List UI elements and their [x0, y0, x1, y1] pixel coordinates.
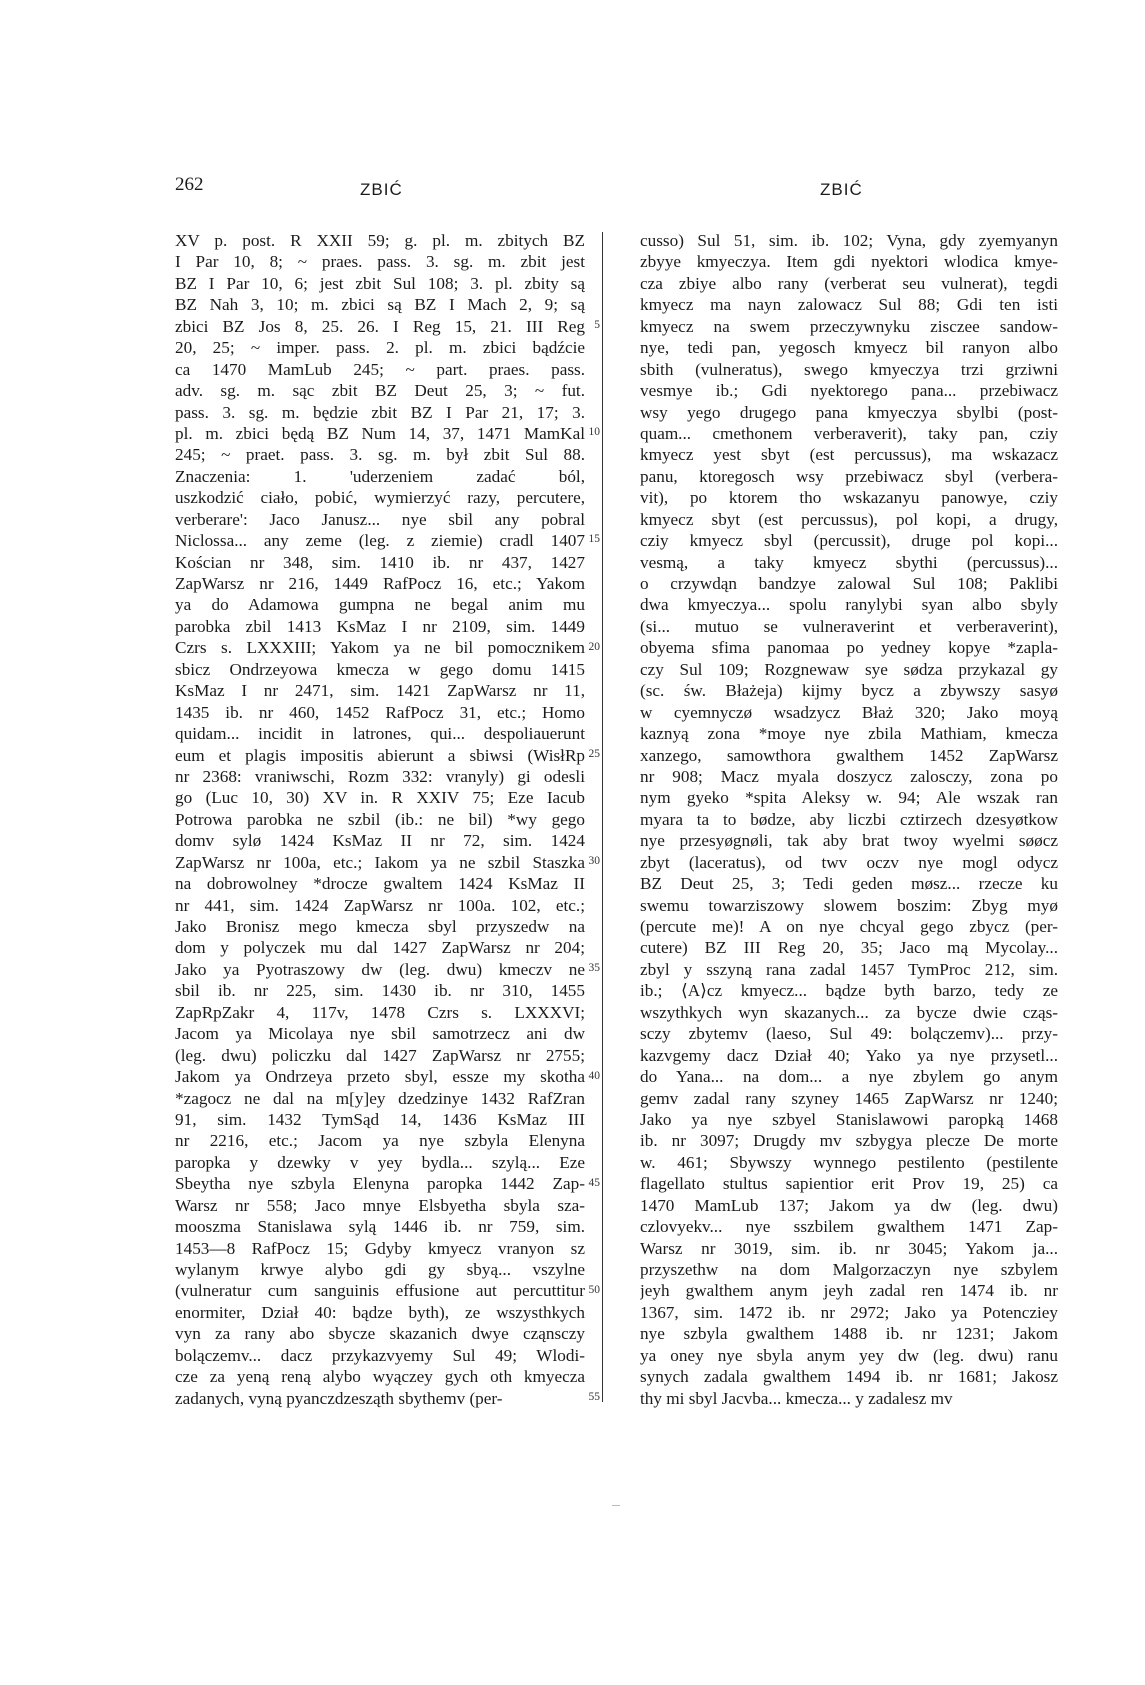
text-line: nye przesyøgnøli, tak aby brat twoy wyelmi søøcz — [640, 831, 1058, 851]
text-line: na dobrowolney *drocze gwaltem 1424 KsMaz II — [175, 874, 585, 894]
text-line: wsy yego drugego pana kmyeczya sbylbi (post- — [640, 402, 1058, 422]
line-number: 40 — [588, 1069, 600, 1082]
text-line: Jako ya nye szbyel Stanislawowi paropką 1468 — [640, 1109, 1058, 1129]
text-line: nr 441, sim. 1424 ZapWarsz nr 100a. 102, etc.; — [175, 895, 585, 915]
text-line: Warsz nr 3019, sim. ib. nr 3045; Yakom ja... — [640, 1238, 1058, 1258]
text-line: kmyecz sbyt (est percussus), pol kopi, a drugy, — [640, 509, 1058, 529]
text-line: quidam... incidit in latrones, qui... despoliauerunt — [175, 724, 585, 744]
text-line: wylanym krwye alybo gdi gy sbyą... vszylne — [175, 1260, 585, 1279]
text-line: XV p. post. R XXII 59; g. pl. m. zbitych BZ — [175, 231, 585, 250]
text-line: zbyye kmyeczya. Item gdi nyektori wlodica kmye- — [640, 252, 1058, 272]
text-line: nye, tedi pan, yegosch kmyecz bil ranyon albo — [640, 338, 1058, 358]
text-line: Jako ya Pyotraszowy dw (leg. dwu) kmeczv ne — [175, 959, 585, 979]
page-number: 262 — [175, 174, 204, 195]
line-number: 45 — [588, 1176, 600, 1189]
text-line: panu, ktoregosch wsy przebiwacz sbyl (verbera- — [640, 466, 1058, 486]
text-line: kaznyą zona *moye nye zbila Mathiam, kmecza — [640, 724, 1058, 744]
text-line: 1470 MamLub 137; Jakom ya dw (leg. dwu) — [640, 1195, 1058, 1215]
text-line: bolączemv... dacz przykazvyemy Sul 49; Wlodi- — [175, 1345, 585, 1365]
text-line: nr 2216, etc.; Jacom ya nye szbyla Elenyna — [175, 1131, 585, 1151]
text-line: parobka zbil 1413 KsMaz I nr 2109, sim. 1449 — [175, 616, 585, 636]
line-number: 25 — [588, 747, 600, 760]
text-line: nye szbyla gwalthem 1488 ib. nr 1231; Jakom — [640, 1324, 1058, 1344]
text-line: kazvgemy dacz Dział 40; Yako ya nye przysetl... — [640, 1045, 1058, 1065]
text-line: adv. sg. m. sąc zbit BZ Deut 25, 3; ~ fut. — [175, 381, 585, 401]
text-line: obyema sfima panomaa po yedney kopye *zapla- — [640, 638, 1058, 658]
text-line: BZ Deut 25, 3; Tedi geden møsz... rzecze ku — [640, 874, 1058, 894]
text-line: do Yana... na dom... a nye zbylem go anym — [640, 1067, 1058, 1087]
text-line: czlovyekv... nye sszbilem gwalthem 1471 Zap- — [640, 1217, 1058, 1237]
text-line: kmyecz yest sbyt (est percussus), ma wskazacz — [640, 445, 1058, 465]
text-line: (si... mutuo se vulneraverint et verberaverint), — [640, 616, 1058, 636]
text-line: ZapRpZakr 4, 117v, 1478 Czrs s. LXXXVI; — [175, 1002, 585, 1022]
right-text-column — [640, 230, 1058, 1409]
line-number: 35 — [588, 962, 600, 975]
text-line: flagellato stultus sapientior erit Prov 19, 25) ca — [640, 1174, 1058, 1194]
line-number: 30 — [588, 855, 600, 868]
text-line: thy mi sbyl Jacvba... kmecza... y zadalesz mv — [640, 1388, 953, 1408]
text-line: *zagocz ne dal na m[y]ey dzedzinye 1432 RafZran — [175, 1088, 585, 1108]
text-line: nym gyeko *spita Aleksy w. 94; Ale wszak ran — [640, 788, 1058, 808]
text-line: sbith (vulneratus), swego kmyeczya trzi grziwni — [640, 359, 1058, 379]
text-line: nr 2368: vraniwschi, Rozm 332: vranyly) gi odesli — [175, 766, 585, 786]
text-line: czy Sul 109; Rozgnewaw sye sødza przykazal gy — [640, 659, 1058, 679]
text-line: vesmye ib.; Gdi nyektorego pana... przebiwacz — [640, 381, 1058, 401]
line-number: 10 — [588, 426, 600, 439]
running-headword-left: ZBIĆ — [360, 180, 403, 199]
text-line: BZ Nah 3, 10; m. zbici są BZ I Mach 2, 9; są — [175, 295, 585, 315]
text-line: xanzego, samowthora gwalthem 1452 ZapWarsz — [640, 745, 1058, 765]
text-line: nr 908; Macz myala doszycz zalosczy, zona po — [640, 766, 1058, 786]
left-text-column — [175, 230, 585, 1409]
text-line: sbil ib. nr 225, sim. 1430 ib. nr 310, 1455 — [175, 981, 585, 1001]
text-line: I Par 10, 8; ~ praes. pass. 3. sg. m. zbit jest — [175, 252, 585, 272]
text-line: uszkodzić ciało, pobić, wymierzyć razy, percutere, — [175, 488, 585, 508]
text-line: kmyecz ma nayn zalowacz Sul 88; Gdi ten isti — [640, 295, 1058, 315]
text-line: gemv zadal rany szyney 1465 ZapWarsz nr 1240; — [640, 1088, 1058, 1108]
text-line: kmyecz na swem przeczywnyku zisczee sandow- — [640, 316, 1058, 336]
text-line: 245; ~ praet. pass. 3. sg. m. był zbit Sul 88. — [175, 445, 585, 465]
text-line: vesmą, a taky kmyecz sbythi (percussus)... — [640, 552, 1058, 572]
text-line: pass. 3. sg. m. będzie zbit BZ I Par 21, 17; 3. — [175, 402, 585, 422]
text-line: Sbeytha nye szbyla Elenyna paropka 1442 Zap- — [175, 1174, 585, 1194]
column-divider — [602, 232, 603, 1402]
line-number: 50 — [588, 1284, 600, 1297]
text-line: ib.; ⟨A⟩cz kmyecz... bądze byth barzo, tedy ze — [640, 981, 1058, 1001]
text-line: cziy kmyecz sbyl (percussit), druge pol kopi... — [640, 531, 1058, 551]
text-line: Jakom ya Ondrzeya przeto sbyl, essze my skotha — [175, 1067, 585, 1087]
text-line: 1453—8 RafPocz 15; Gdyby kmyecz vranyon sz — [175, 1238, 585, 1258]
text-line: swemu towarziszowy slowem boszim: Zbyg myø — [640, 895, 1058, 915]
text-line: go (Luc 10, 30) XV in. R XXIV 75; Eze Iacub — [175, 788, 585, 808]
line-number: 20 — [588, 640, 600, 653]
text-line: quam... cmethonem verberaverit), taky pan, cziy — [640, 423, 1058, 443]
text-line: dom y polyczek mu dal 1427 ZapWarsz nr 204; — [175, 938, 585, 958]
text-line: cutere) BZ III Reg 20, 35; Jaco mą Mycolay... — [640, 938, 1058, 958]
text-line: 1367, sim. 1472 ib. nr 2972; Jako ya Potencziey — [640, 1302, 1058, 1322]
text-line: Kościan nr 348, sim. 1410 ib. nr 437, 1427 — [175, 552, 585, 572]
text-line: Warsz nr 558; Jaco mnye Elsbyetha sbyla sza- — [175, 1195, 585, 1215]
text-line: ib. nr 3097; Drugdy mv szbygya plecze De morte — [640, 1131, 1058, 1151]
text-line: Jacom ya Micolaya nye sbil samotrzecz ani dw — [175, 1024, 585, 1044]
text-line: 91, sim. 1432 TymSąd 14, 1436 KsMaz III — [175, 1109, 585, 1129]
line-number: 15 — [588, 533, 600, 546]
text-line: synych zadala gwalthem 1494 ib. nr 1681; Jakosz — [640, 1367, 1058, 1387]
text-line: paropka y dzewky v yey bydla... szylą... Eze — [175, 1152, 585, 1172]
text-line: vyn za rany abo sbycze skazanich dwye cząnsczy — [175, 1324, 585, 1344]
text-line: cze za yeną reną alybo wyączey gych oth kmyecza — [175, 1367, 585, 1387]
text-line: ya oney nye sbyla anym yey dw (leg. dwu) ranu — [640, 1345, 1058, 1365]
text-line: o crzywdąn bandzye zalowal Sul 108; Paklibi — [640, 574, 1058, 593]
text-line: (leg. dwu) policzku dal 1427 ZapWarsz nr 2755; — [175, 1045, 585, 1065]
text-line: sbicz Ondrzeyowa kmecza w gego domu 1415 — [175, 659, 585, 679]
text-line: (vulneratur cum sanguinis effusione aut percuttitur — [175, 1281, 585, 1301]
text-line: wszythkych wyn skazanych... za bycze dwie cząs- — [640, 1002, 1058, 1022]
text-line: mooszma Stanislawa sylą 1446 ib. nr 759, sim. — [175, 1217, 585, 1237]
text-line: BZ I Par 10, 6; jest zbit Sul 108; 3. pl. zbity są — [175, 273, 585, 293]
text-line: KsMaz I nr 2471, sim. 1421 ZapWarsz nr 11, — [175, 681, 585, 701]
scan-speck — [612, 1505, 620, 1506]
text-line: Czrs s. LXXXIII; Yakom ya ne bil pomocznikem — [175, 638, 585, 658]
text-line: cza zbiye albo rany (verberat seu vulnerat), tegdi — [640, 273, 1058, 293]
text-line: w cyemnyczø wsadzycz Błaż 320; Jako moyą — [640, 702, 1058, 722]
text-line: myara ta to bødze, aby liczbi cztirzech dzesyøtkow — [640, 809, 1058, 829]
running-headword-right: ZBIĆ — [820, 180, 863, 199]
text-line: (sc. św. Błażeja) kijmy bycz a zbywszy sasyø — [640, 681, 1058, 701]
text-line: dwa kmyeczya... spolu ranylybi syan albo sbyly — [640, 595, 1058, 615]
text-line: Potrowa parobka ne szbil (ib.: ne bil) *wy gego — [175, 809, 585, 829]
text-line: jeyh gwalthem anym jeyh zadal ren 1474 ib. nr — [640, 1281, 1058, 1301]
text-line: Znaczenia: 1. 'uderzeniem zadać ból, — [175, 466, 585, 486]
text-line: w. 461; Sbywszy wynnego pestilento (pestilente — [640, 1152, 1058, 1172]
text-line: eum et plagis impositis abierunt a sbiwsi (WisłRp — [175, 745, 585, 765]
text-line: przyszethw na dom Malgorzaczyn nye szbylem — [640, 1260, 1058, 1279]
text-line: verberare': Jaco Janusz... nye sbil any pobral — [175, 509, 585, 529]
text-line: vit), po ktorem tho wskazanyu panowye, cziy — [640, 488, 1058, 508]
text-line: ca 1470 MamLub 245; ~ part. praes. pass. — [175, 359, 585, 379]
text-line: domv sylø 1424 KsMaz II nr 72, sim. 1424 — [175, 831, 585, 851]
text-line: enormiter, Dział 40: bądze byth), ze wszysthkych — [175, 1302, 585, 1322]
text-line: ZapWarsz nr 216, 1449 RafPocz 16, etc.; Yakom — [175, 574, 585, 593]
text-line: zbyl y sszyną rana zadal 1457 TymProc 212, sim. — [640, 959, 1058, 979]
text-line: 20, 25; ~ imper. pass. 2. pl. m. zbici bądźcie — [175, 338, 585, 358]
line-number: 5 — [594, 318, 600, 331]
text-line: sczy zbytemv (laeso, Sul 49: bolączemv)... przy- — [640, 1024, 1058, 1044]
text-line: 1435 ib. nr 460, 1452 RafPocz 31, etc.; Homo — [175, 702, 585, 722]
text-line: pl. m. zbici będą BZ Num 14, 37, 1471 MamKal — [175, 423, 585, 443]
text-line: (percute me)! A on nye chcyal gego zbycz (per- — [640, 917, 1058, 936]
text-line: Niclossa... any zeme (leg. z ziemie) cradl 1407 — [175, 531, 585, 551]
line-number: 55 — [588, 1391, 600, 1404]
text-line: zbyt (laceratus), od twv oczv nye mogl odycz — [640, 852, 1058, 872]
text-line: zbici BZ Jos 8, 25. 26. I Reg 15, 21. III Reg — [175, 316, 585, 336]
text-line: cusso) Sul 51, sim. ib. 102; Vyna, gdy zyemyanyn — [640, 231, 1058, 250]
text-line: ya do Adamowa gumpna ne begal anim mu — [175, 595, 585, 615]
text-line: ZapWarsz nr 100a, etc.; Iakom ya ne szbil Staszka — [175, 852, 585, 872]
text-line: Jako Bronisz mego kmecza sbyl przyszedw na — [175, 917, 585, 936]
text-line: zadanych, vyną pyanczdzesząth sbythemv (per- — [175, 1388, 503, 1408]
